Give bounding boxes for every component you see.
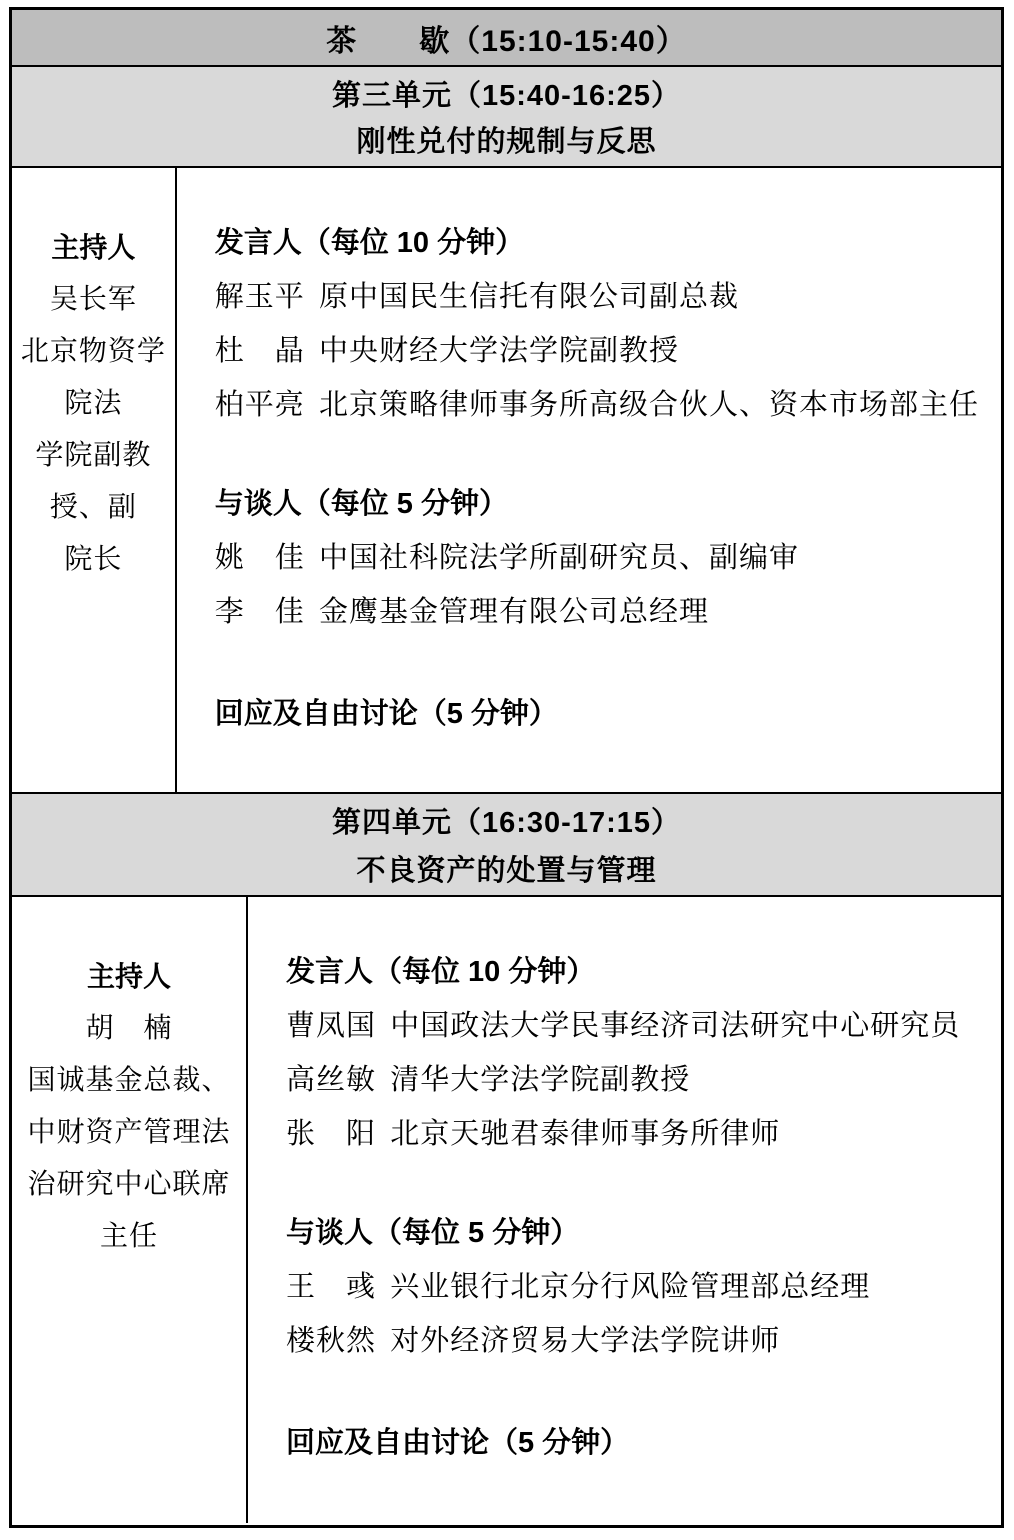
discussant-affiliation: 兴业银行北京分行风险管理部总经理 [390,1271,871,1303]
tea-break-row [12,10,1001,65]
tea-break-title: 茶 歇（15:10-15:40） [326,24,687,58]
moderator-label: 主持人 [86,961,171,992]
moderator-title-line: 主任 [99,1221,158,1252]
moderator-label: 主持人 [51,232,136,263]
moderator-title-line: 院长 [64,544,123,575]
moderator-name: 吴长军 [49,284,137,315]
agenda-table [9,7,1004,1528]
speaker-name: 高丝敏 [286,1064,377,1096]
speaker-name: 柏平亮 [214,389,305,421]
unit4-moderator-cell [12,897,248,1523]
moderator-title-line: 国诚基金总裁、 [27,1065,231,1096]
speakers-label: 发言人（每位 10 分钟） [286,956,596,988]
discussants-label: 与谈人（每位 5 分钟） [286,1217,580,1249]
discussant-row [286,1260,979,1314]
unit3-program-cell [177,168,1001,792]
speaker-name: 解玉平 [214,281,305,313]
discussants-label: 与谈人（每位 5 分钟） [214,488,508,520]
speaker-row [215,324,979,378]
discussant-row [215,585,979,639]
unit4-topic: 不良资产的处置与管理 [356,854,657,887]
response-label: 回应及自由讨论（5 分钟） [286,1427,630,1459]
speaker-row [286,1053,979,1107]
discussant-name: 姚 佳 [214,542,305,574]
discussant-affiliation: 对外经济贸易大学法学院讲师 [390,1325,781,1357]
speaker-row [286,1107,979,1161]
unit3-header-row [12,65,1001,166]
discussant-affiliation: 金鹰基金管理有限公司总经理 [318,596,709,628]
unit4-body-row [12,895,1001,1523]
speaker-name: 杜 晶 [214,335,305,367]
speaker-name: 曹凤国 [286,1010,377,1042]
speaker-affiliation: 北京天驰君泰律师事务所律师 [390,1118,781,1150]
speaker-row [215,270,979,324]
speaker-affiliation: 原中国民生信托有限公司副总裁 [318,281,739,313]
speaker-name: 张 阳 [286,1118,377,1150]
discussant-name: 李 佳 [214,596,305,628]
speaker-affiliation: 中国政法大学民事经济司法研究中心研究员 [390,1010,961,1042]
moderator-title-line: 中财资产管理法 [27,1117,231,1148]
discussant-name: 楼秋然 [286,1325,377,1357]
discussant-row [286,1314,979,1368]
moderator-title-line: 北京物资学院法 [20,336,166,419]
discussant-affiliation: 中国社科院法学所副研究员、副编审 [318,542,799,574]
unit3-title: 第三单元（15:40-16:25） [332,79,681,112]
moderator-title-line: 治研究中心联席 [27,1169,231,1200]
unit3-body-row [12,166,1001,792]
unit4-header-row [12,792,1001,895]
unit3-moderator-cell [12,168,177,792]
unit4-program-cell [248,897,1001,1523]
speaker-affiliation: 清华大学法学院副教授 [390,1064,691,1096]
moderator-title-line: 学院副教授、副 [35,440,152,523]
unit4-title: 第四单元（16:30-17:15） [332,807,681,840]
moderator-name: 胡 楠 [85,1013,173,1044]
speaker-row [215,378,979,432]
speakers-label: 发言人（每位 10 分钟） [214,227,525,259]
discussant-name: 王 彧 [286,1271,377,1303]
speaker-affiliation: 中央财经大学法学院副教授 [318,335,679,367]
response-label: 回应及自由讨论（5 分钟） [214,698,558,730]
speaker-row [286,999,979,1053]
unit3-topic: 刚性兑付的规制与反思 [356,126,657,159]
speaker-affiliation: 北京策略律师事务所高级合伙人、资本市场部主任 [318,389,979,421]
discussant-row [215,531,979,585]
